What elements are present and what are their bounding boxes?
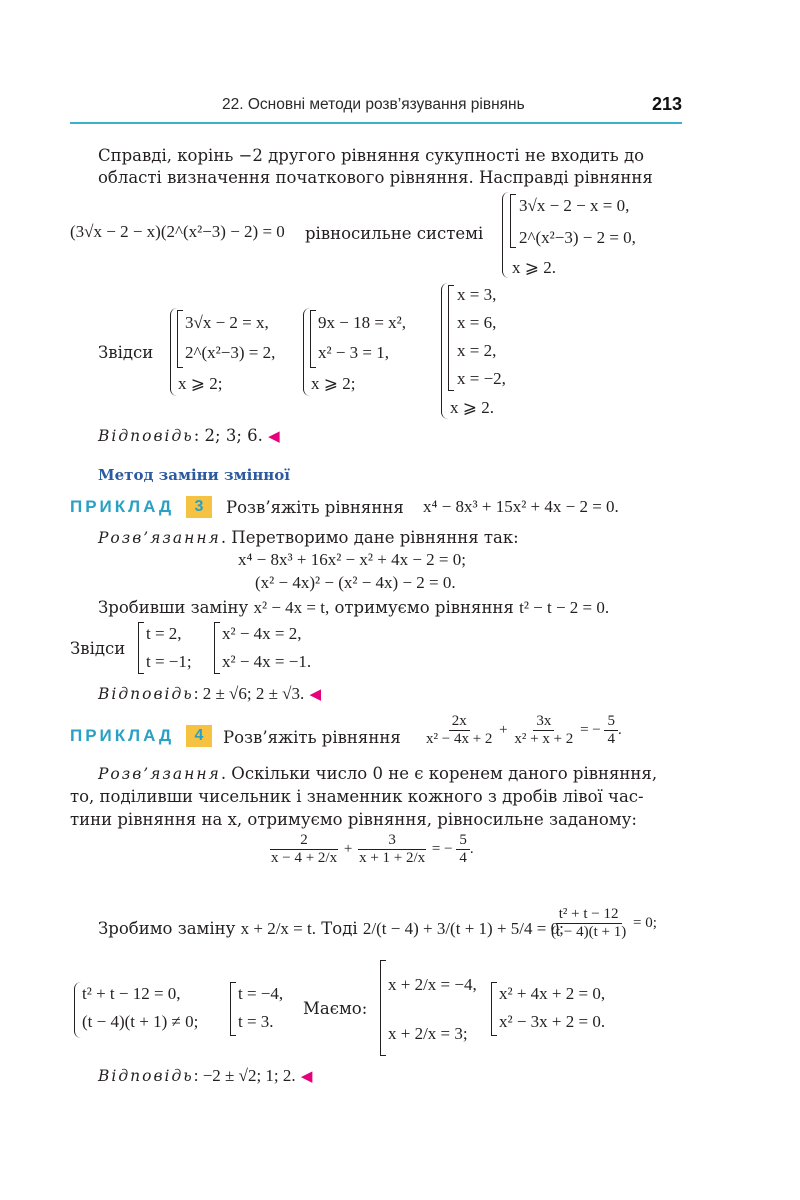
math-line: 3√x − 2 − x = 0, [519, 196, 630, 215]
end-marker-icon: ◀ [309, 685, 322, 703]
t-equation: 2/(t − 4) + 3/(t + 1) + 5/4 = 0; [362, 919, 564, 938]
zvidsy-label: Звідси [98, 343, 154, 362]
example-label: ПРИКЛАД [70, 497, 175, 516]
solution-text: . Перетворимо дане рівняння так: [220, 528, 519, 547]
set-bracket [138, 622, 144, 674]
transformed-equation: $\frac{2}{x - 4 + 2/x}$ + $\frac{3}{x + 1 + 2/x}$ = − $\frac{5}{4}$ . [268, 832, 474, 867]
solution-line: то, поділивши чисельник і знаменник кожного з дробів лівої час- [70, 787, 644, 806]
example-label: ПРИКЛАД [70, 726, 175, 745]
fraction-numerator: 2x [449, 713, 470, 731]
answer-label: Відповідь [98, 427, 194, 445]
section-heading: Метод заміни змінної [98, 466, 290, 484]
system-brace [303, 308, 310, 396]
set-bracket [380, 960, 386, 1056]
t-equation-2: $\frac{\text{t² + t − 12}}{(t - 4)(t + 1)}$ = 0; [548, 906, 657, 941]
solution-label: Розв’язання [98, 529, 221, 547]
fraction-denominator: 4 [459, 850, 467, 866]
subst-text: Зробивши заміну [98, 598, 249, 617]
answer-3 [98, 683, 321, 705]
set-bracket [214, 622, 220, 674]
set-bracket [510, 194, 516, 248]
fraction-numerator: t² + t − 12 [556, 906, 622, 924]
math-line: 3√x − 2 = x, [185, 313, 269, 332]
math-line: t = −1; [146, 652, 192, 671]
rhs-sign: = − [431, 840, 453, 857]
subst-result: t² − t − 2 = 0. [519, 598, 610, 617]
fraction-denominator: x² − 4x + 2 [426, 731, 493, 747]
math-line: x + 2/x = −4, [388, 975, 477, 994]
math-line: x ⩾ 2; [178, 374, 223, 393]
solution-line: тини рівняння на x, отримуємо рівняння, рівносильне заданому: [70, 810, 637, 829]
substitution-line [98, 597, 609, 619]
subst-text: отримуємо рівняння [334, 598, 514, 617]
answer-1 [98, 425, 280, 447]
math-line: x = 2, [457, 341, 497, 360]
fraction-numerator: 5 [456, 832, 470, 850]
fraction-denominator: x² + x + 2 [514, 731, 574, 747]
math-line: x ⩾ 2. [450, 398, 494, 417]
intro-equiv-text: рівносильне системі [305, 224, 484, 243]
maemo-label: Маємо: [303, 999, 368, 1018]
todi-text: Тоді [321, 919, 358, 938]
math-line: x⁴ − 8x³ + 16x² − x² + 4x − 2 = 0; [238, 550, 466, 569]
set-bracket [310, 310, 316, 368]
chapter-title: 22. Основні методи розв’язування рівнянь [222, 96, 525, 113]
answer-4 [98, 1065, 312, 1087]
answer-label: Відповідь [98, 1067, 194, 1085]
zvidsy-label: Звідси [70, 639, 126, 658]
math-line: x² + 4x + 2 = 0, [499, 984, 606, 1003]
solution-intro [98, 763, 657, 785]
system-brace [502, 192, 509, 278]
subst-eq: x² − 4x = t, [253, 598, 330, 617]
fraction-denominator: x + 1 + 2/x [359, 850, 426, 866]
fraction-denominator: (t − 4)(t + 1) [551, 924, 627, 940]
system-brace [170, 308, 177, 396]
substitution-line [98, 918, 564, 940]
math-line: x² − 3 = 1, [318, 343, 390, 362]
set-bracket [177, 310, 183, 368]
fraction-denominator: 4 [607, 731, 615, 747]
answer-value: : 2 ± √6; 2 ± √3. [193, 684, 305, 703]
intro-line-2: області визначення початкового рівняння. Насправді рівняння [98, 168, 653, 187]
math-line: t = 2, [146, 624, 182, 643]
intro-line-1: Справді, корінь −2 другого рівняння сукупності не входить до [98, 146, 645, 165]
rhs-sign: = − [580, 721, 601, 738]
subst-eq: x + 2/x = t. [240, 919, 316, 938]
example-task: Розв’яжіть рівняння [226, 498, 404, 517]
math-line: x² − 4x = 2, [222, 624, 302, 643]
math-line: t² + t − 12 = 0, [82, 984, 181, 1003]
math-line: x ⩾ 2; [311, 374, 356, 393]
page-number: 213 [652, 94, 683, 114]
subst-text: Зробимо заміну [98, 919, 236, 938]
math-line: x = 6, [457, 313, 497, 332]
answer-value: : 2; 3; 6. [193, 426, 263, 445]
math-line: x ⩾ 2. [512, 258, 556, 277]
fraction-numerator: 5 [604, 713, 618, 731]
math-line: x + 2/x = 3; [388, 1024, 468, 1043]
math-line: t = −4, [238, 984, 284, 1003]
system-brace [74, 982, 81, 1038]
fraction-numerator: 2 [270, 832, 338, 850]
answer-value: : −2 ± √2; 1; 2. [193, 1066, 296, 1085]
fraction-numerator: 3 [358, 832, 426, 850]
math-line: x = 3, [457, 285, 497, 304]
example-task: Розв’яжіть рівняння [223, 728, 401, 747]
math-line: x² − 4x = −1. [222, 652, 312, 671]
example-number: 3 [186, 496, 212, 518]
math-line: x² − 3x + 2 = 0. [499, 1012, 606, 1031]
math-line: 2^(x²−3) = 2, [185, 343, 276, 362]
system-brace [441, 283, 448, 419]
math-line: x = −2, [457, 369, 506, 388]
fraction-numerator: 3x [533, 713, 554, 731]
example-number: 4 [186, 725, 212, 747]
solution-label: Розв’язання [98, 765, 221, 783]
example-equation: $\frac{2x}{\text{x² − 4x + 2}}$ + $\frac{3x}{\text{x² + x + 2}}$ = − $\frac{5}{4}$ . [423, 713, 622, 748]
solution-text: . Оскільки число 0 не є коренем даного рівняння, [220, 764, 658, 783]
intro-equation: (3√x − 2 − x)(2^(x²−3) − 2) = 0 [70, 222, 285, 241]
set-bracket [448, 285, 454, 391]
fraction-denominator: x − 4 + 2/x [271, 850, 338, 866]
math-line: (t − 4)(t + 1) ≠ 0; [82, 1012, 199, 1031]
math-line: 9x − 18 = x², [318, 313, 407, 332]
answer-label: Відповідь [98, 685, 194, 703]
math-line: t = 3. [238, 1012, 274, 1031]
end-marker-icon: ◀ [300, 1067, 313, 1085]
end-marker-icon: ◀ [268, 427, 280, 445]
set-bracket [230, 982, 236, 1036]
solution-intro [98, 527, 519, 549]
math-line: 2^(x²−3) − 2 = 0, [519, 228, 636, 247]
math-line: (x² − 4x)² − (x² − 4x) − 2 = 0. [255, 573, 456, 592]
set-bracket [491, 982, 497, 1036]
example-equation: x⁴ − 8x³ + 15x² + 4x − 2 = 0. [423, 497, 619, 516]
